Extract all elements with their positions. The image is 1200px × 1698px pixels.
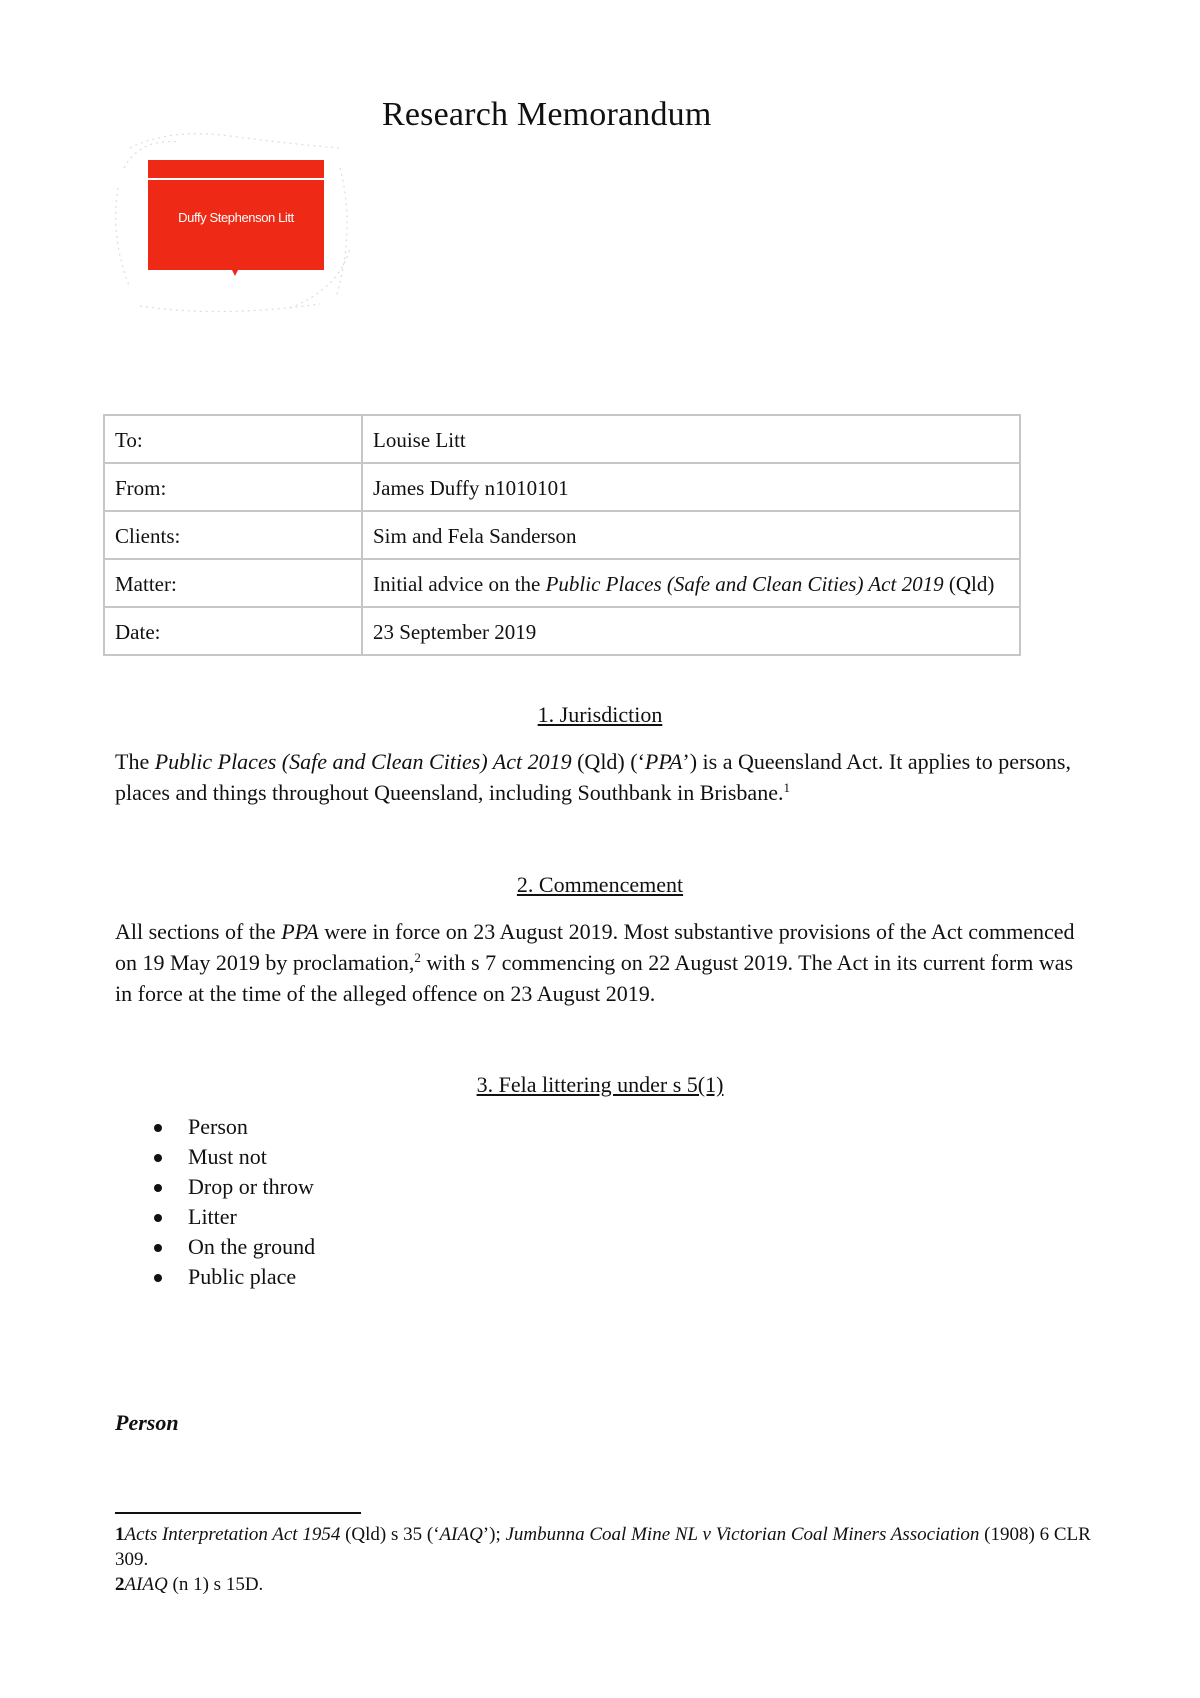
list-item: Drop or throw: [150, 1172, 315, 1202]
clients-label: Clients:: [104, 511, 362, 559]
case-name: Jumbunna Coal Mine NL v Victorian Coal Miners Association: [505, 1524, 980, 1545]
logo-pointer: [232, 270, 238, 276]
text-run: (Qld) (‘: [571, 749, 645, 774]
list-item: Public place: [150, 1262, 315, 1292]
footnote-ref: 2: [414, 950, 421, 965]
text-run: All sections of the: [115, 919, 282, 944]
matter-suffix: (Qld): [943, 572, 995, 596]
text-run: ’) is a Queensland Act. It applies to persons, places and things throughout Queensland, including Southbank in Brisbane.: [115, 749, 1071, 805]
abbreviation: AIAQ: [439, 1524, 483, 1545]
text-run: (n 1) s 15D.: [167, 1574, 264, 1595]
footnote-2: [115, 1572, 1095, 1597]
text-run: (Qld) s 35 (‘: [340, 1524, 440, 1545]
matter-act: Public Places (Safe and Clean Cities) Act 2019: [545, 572, 944, 596]
footnote-separator: [115, 1512, 361, 1514]
firm-logo: [110, 128, 356, 314]
table-row: [104, 511, 1020, 559]
table-row: [104, 607, 1020, 655]
text-run: The: [115, 749, 155, 774]
text-run: were in force on 23 August 2019. Most substantive provisions of the Act commenced on 19 May 2019 by proclamation,: [115, 919, 1075, 975]
subheading-person: Person: [115, 1410, 179, 1435]
table-row: [104, 415, 1020, 463]
date-label: Date:: [104, 607, 362, 655]
date-value: 23 September 2019: [362, 607, 1020, 655]
heading-littering: 3. Fela littering under s 5(1): [476, 1072, 724, 1097]
logo-box: [148, 160, 324, 270]
matter-prefix: Initial advice on the: [373, 572, 546, 596]
list-item: Person: [150, 1112, 315, 1142]
footnote-number: 2: [115, 1574, 125, 1595]
logo-rule: [148, 178, 324, 180]
footnote-1: [115, 1522, 1095, 1572]
to-label: To:: [104, 415, 362, 463]
offence-elements-list: [150, 1112, 315, 1292]
to-value: Louise Litt: [362, 415, 1020, 463]
text-run: ’);: [482, 1524, 506, 1545]
text-run: with s 7 commencing on 22 August 2019. The Act in its current form was in force at the time of the alleged offence on 23 August 2019.: [115, 950, 1074, 1006]
clients-value: Sim and Fela Sanderson: [362, 511, 1020, 559]
text-run: (1908) 6 CLR 309.: [115, 1524, 1091, 1570]
footnote-ref: 1: [783, 780, 790, 795]
table-row: [104, 463, 1020, 511]
abbreviation: AIAQ: [124, 1574, 168, 1595]
footnotes: [115, 1522, 1095, 1597]
list-item: On the ground: [150, 1232, 315, 1262]
abbreviation: PPA: [281, 919, 319, 944]
heading-jurisdiction: 1. Jurisdiction: [537, 702, 663, 727]
list-item: Must not: [150, 1142, 315, 1172]
paragraph-jurisdiction: [115, 746, 1095, 808]
heading-commencement: 2. Commencement: [516, 872, 684, 897]
footnote-number: 1: [115, 1524, 125, 1545]
logo-text: Duffy Stephenson Litt: [178, 210, 294, 225]
from-value: James Duffy n1010101: [362, 463, 1020, 511]
from-label: From:: [104, 463, 362, 511]
act-name: Acts Interpretation Act 1954: [124, 1524, 341, 1545]
page-title: Research Memorandum: [382, 96, 712, 133]
matter-value: [362, 559, 1020, 607]
abbreviation: PPA: [644, 749, 683, 774]
table-row: [104, 559, 1020, 607]
matter-label: Matter:: [104, 559, 362, 607]
list-item: Litter: [150, 1202, 315, 1232]
paragraph-commencement: [115, 916, 1095, 1009]
act-name: Public Places (Safe and Clean Cities) Act 2019: [154, 749, 572, 774]
memo-header-table: [103, 414, 1021, 656]
